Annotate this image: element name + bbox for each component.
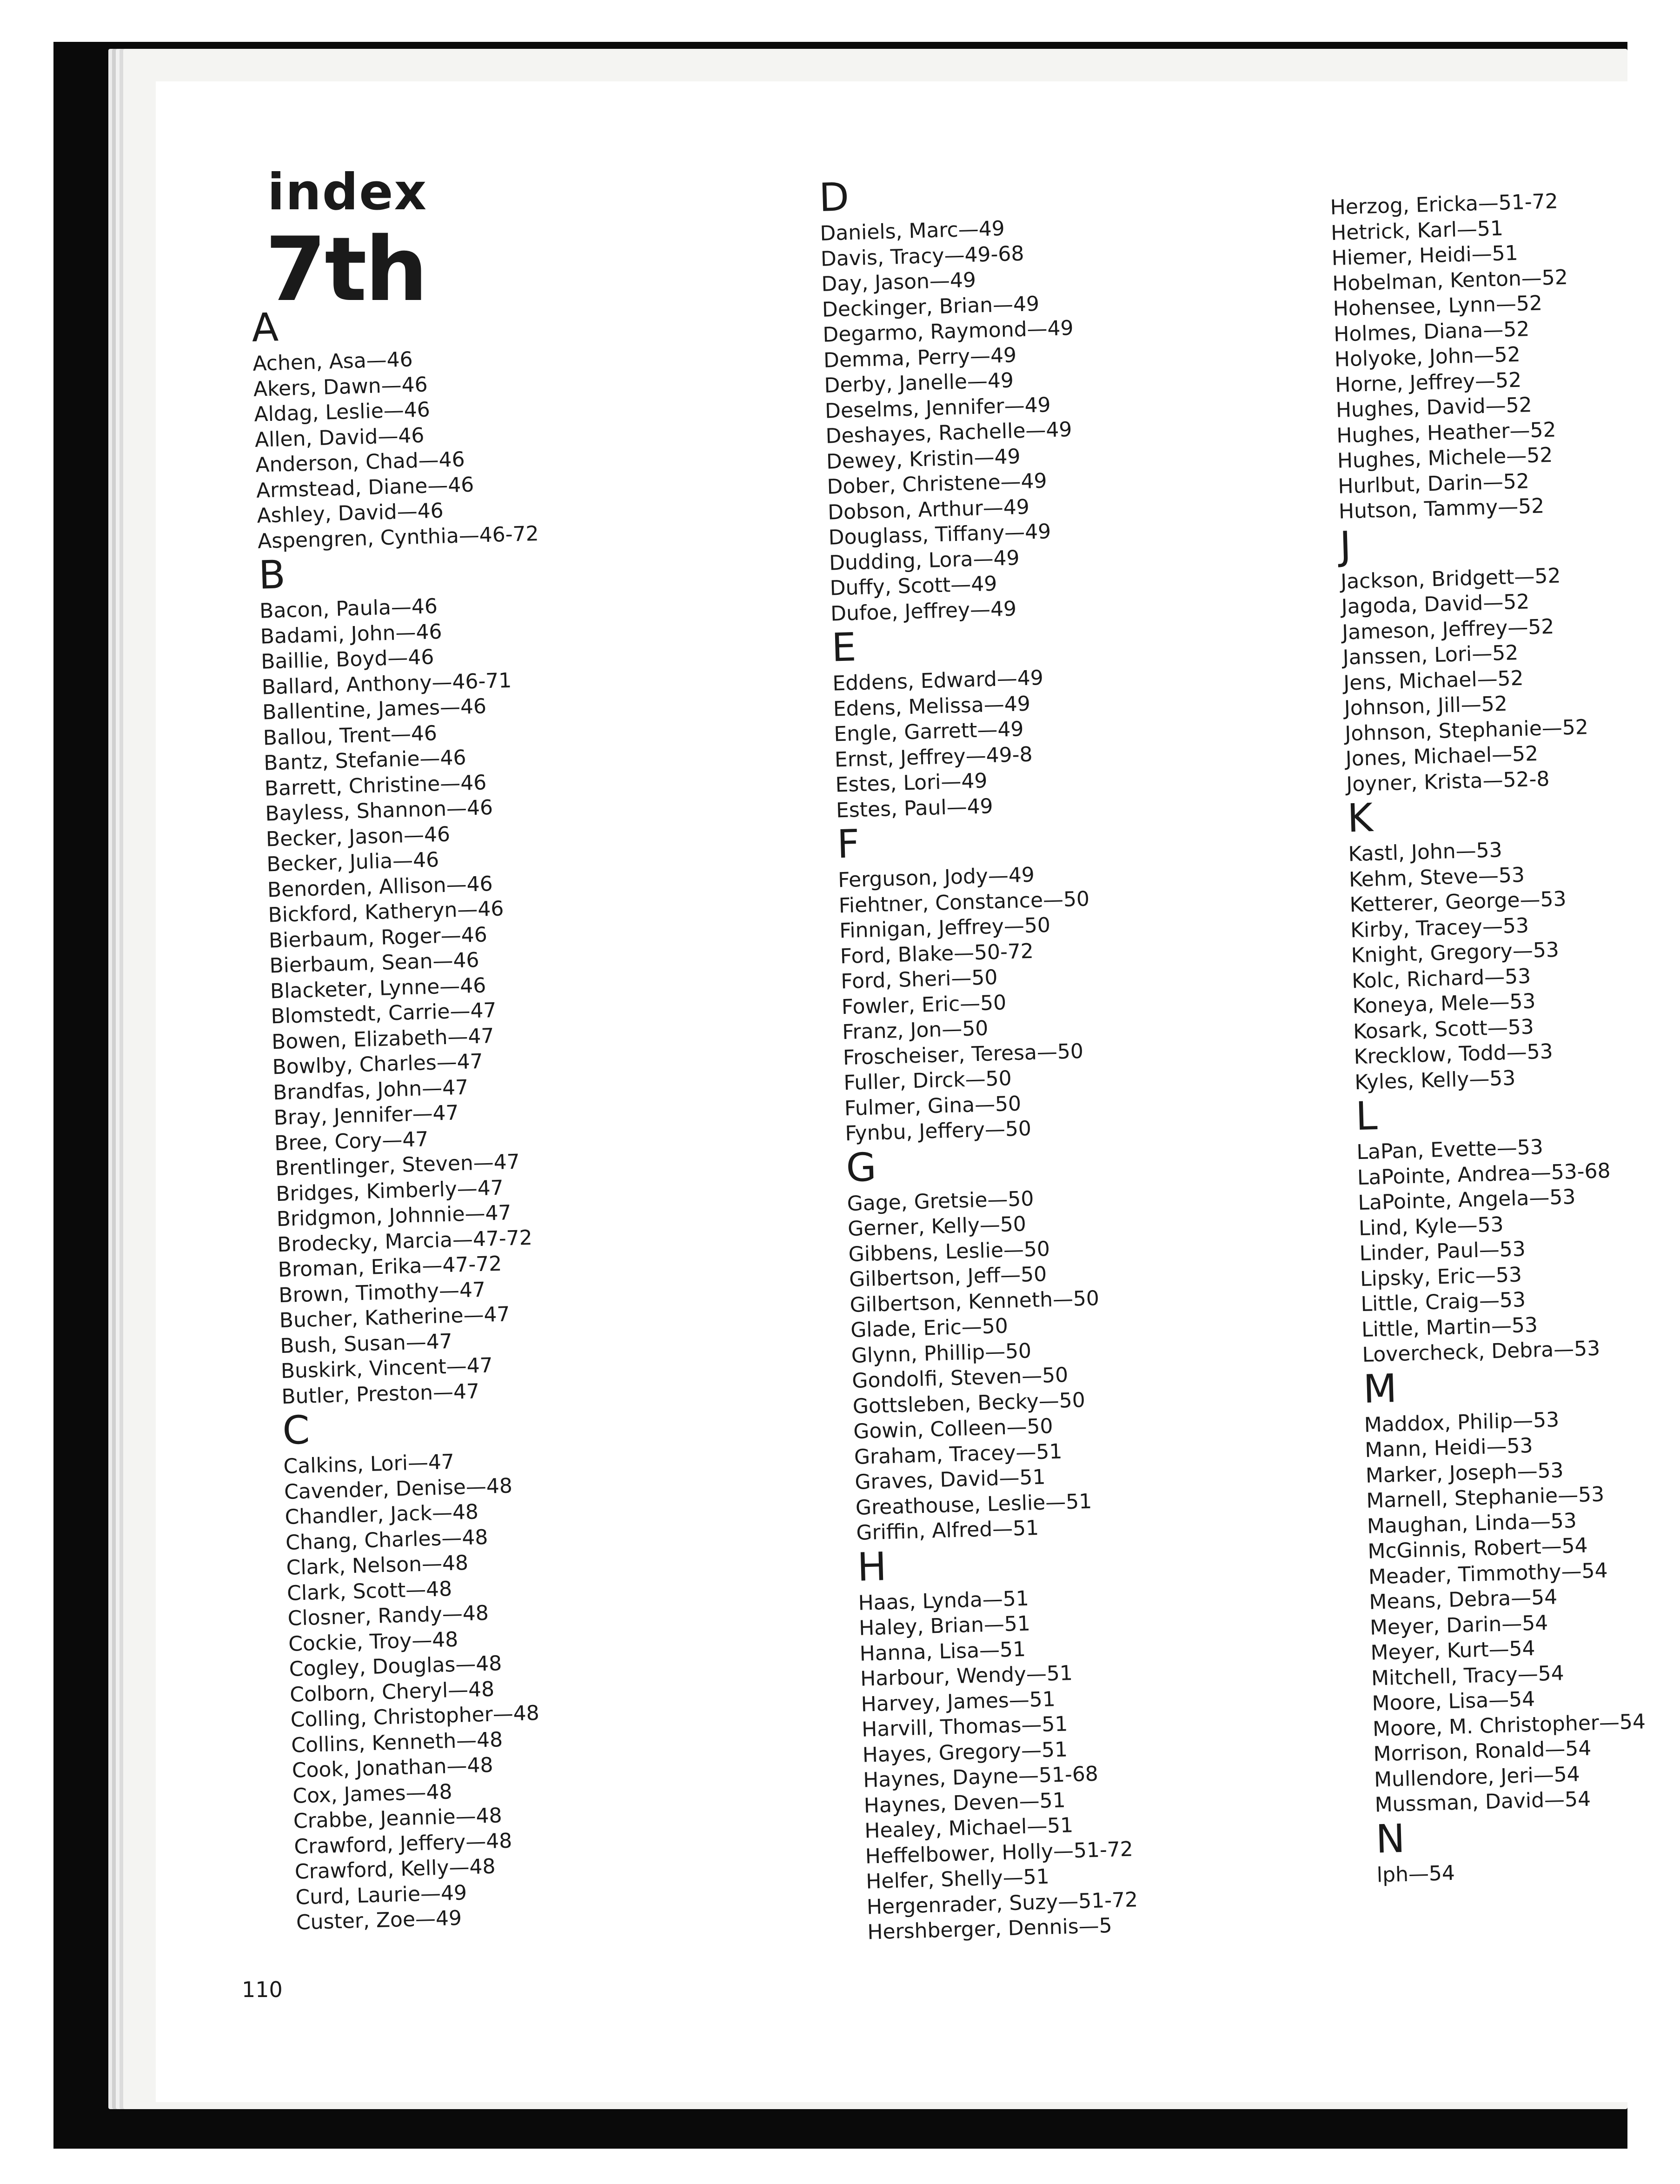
section-letter: B [258, 552, 286, 598]
index-entry: Lind, Kyle—53 [1358, 1212, 1504, 1240]
index-entry: Colborn, Cheryl—48 [289, 1677, 495, 1707]
index-entry: Little, Craig—53 [1360, 1288, 1526, 1317]
index-entry: Crawford, Jeffery—48 [293, 1829, 512, 1859]
index-entry: Hobelman, Kenton—52 [1332, 265, 1568, 296]
index-section [818, 162, 1342, 626]
index-entry: Jagoda, David—52 [1341, 590, 1530, 619]
index-title: index [267, 163, 428, 221]
index-entry: Bacon, Paula—46 [259, 594, 438, 623]
index-entry: LaPan, Evette—53 [1356, 1135, 1544, 1165]
index-entry: Finnigan, Jeffrey—50 [839, 913, 1051, 943]
index-entry: Fulmer, Gina—50 [844, 1092, 1022, 1120]
index-entry: Cogley, Douglas—48 [289, 1651, 502, 1681]
index-entry: Fiehtner, Constance—50 [838, 886, 1090, 918]
section-letter: L [1355, 1092, 1378, 1139]
index-entry: Baillie, Boyd—46 [260, 645, 435, 674]
index-entry: Hughes, Michele—52 [1337, 443, 1553, 473]
index-entry: Bierbaum, Roger—46 [268, 922, 488, 952]
index-entry: Hohensee, Lynn—52 [1333, 291, 1543, 321]
index-entry: Mann, Heidi—53 [1364, 1433, 1534, 1462]
index-entry: Healey, Michael—51 [864, 1813, 1074, 1843]
index-entry: Curd, Laurie—49 [295, 1880, 467, 1910]
index-entry: Kosark, Scott—53 [1353, 1014, 1534, 1044]
section-letter: M [1362, 1365, 1398, 1412]
index-entry: Hayes, Gregory—51 [862, 1737, 1068, 1767]
index-entry: Hutson, Tammy—52 [1338, 494, 1545, 524]
section-letter: E [830, 624, 857, 671]
index-entry: Douglass, Tiffany—49 [828, 519, 1051, 550]
index-entry: Brown, Timothy—47 [278, 1278, 486, 1307]
index-entry: Cox, James—48 [292, 1779, 453, 1808]
index-entry: Blomstedt, Carrie—47 [270, 998, 497, 1029]
section-letter: G [845, 1144, 877, 1191]
index-entry: Derby, Janelle—49 [823, 368, 1014, 398]
index-entry: Dober, Christene—49 [826, 469, 1048, 499]
index-entry: Johnson, Jill—52 [1344, 692, 1508, 720]
index-entry: Gondolfi, Steven—50 [851, 1363, 1069, 1393]
index-entry: Hergenrader, Suzy—51-72 [866, 1887, 1138, 1919]
index-section [1362, 1359, 1680, 1818]
index-entry: Maddox, Philip—53 [1364, 1407, 1560, 1437]
index-entry: Bridges, Kimberly—47 [275, 1176, 504, 1206]
index-entry: Anderson, Chad—46 [255, 447, 465, 477]
index-entry: Brodecky, Marcia—47-72 [277, 1225, 533, 1257]
index-entry: Moore, M. Christopher—54 [1372, 1709, 1646, 1741]
index-entry: Krecklow, Todd—53 [1354, 1039, 1554, 1069]
index-entry: Blacketer, Lynne—46 [270, 973, 486, 1003]
index-entry: Harbour, Wendy—51 [860, 1661, 1073, 1691]
index-entry: Ballard, Anthony—46-71 [261, 668, 512, 699]
index-entry: Moore, Lisa—54 [1371, 1687, 1535, 1716]
index-entry: Holmes, Diana—52 [1333, 317, 1530, 346]
index-entry: Collins, Kenneth—48 [291, 1727, 503, 1758]
index-entry: Custer, Zoe—49 [296, 1906, 462, 1935]
index-entry: Becker, Julia—46 [266, 848, 439, 877]
index-entry: Achen, Asa—46 [252, 347, 413, 376]
index-entry: Demma, Perry—49 [823, 343, 1017, 373]
index-entry: Holyoke, John—52 [1334, 342, 1521, 372]
index-entry: Harvill, Thomas—51 [861, 1712, 1069, 1742]
index-section [1355, 1086, 1680, 1368]
index-entry: Daniels, Marc—49 [819, 216, 1005, 246]
index-entry: Bree, Cory—47 [274, 1127, 429, 1155]
index-entry: Meader, Timmothy—54 [1368, 1558, 1608, 1589]
index-entry: Barrett, Christine—46 [264, 770, 487, 801]
index-entry: Armstead, Diane—46 [256, 473, 474, 503]
index-entry: Haley, Brian—51 [858, 1611, 1031, 1640]
index-entry: Glynn, Phillip—50 [851, 1338, 1032, 1368]
index-entry: Gowin, Colleen—50 [853, 1414, 1054, 1444]
index-entry: Kastl, John—53 [1348, 838, 1503, 866]
index-entry: Joyner, Krista—52-8 [1346, 766, 1550, 796]
index-entry: Glade, Eric—50 [850, 1314, 1009, 1343]
index-entry: Little, Martin—53 [1361, 1312, 1538, 1342]
index-entry: Deshayes, Rachelle—49 [825, 417, 1073, 448]
index-entry: Dewey, Kristin—49 [826, 444, 1021, 474]
index-entry: Haynes, Dayne—51-68 [863, 1762, 1099, 1792]
index-entry: Bray, Jennifer—47 [273, 1101, 459, 1130]
index-entry: Duffy, Scott—49 [830, 572, 997, 600]
index-section [837, 809, 1357, 1147]
index-entry: Hershberger, Dennis—5 [867, 1913, 1113, 1944]
index-entry: Dudding, Lora—49 [829, 546, 1020, 575]
index-entry: Edens, Melissa—49 [833, 692, 1031, 721]
index-section [282, 1395, 822, 1936]
index-entry: Linder, Paul—53 [1359, 1237, 1526, 1266]
index-entry: Ashley, David—46 [256, 499, 444, 528]
index-entry: Chandler, Jack—48 [284, 1500, 479, 1529]
index-entry: Mitchell, Tracy—54 [1371, 1661, 1565, 1691]
page-number: 110 [242, 1977, 283, 2002]
index-entry: Fynbu, Jeffery—50 [844, 1117, 1032, 1146]
index-entry: Hurlbut, Darin—52 [1337, 469, 1530, 499]
index-entry: Griffin, Alfred—51 [856, 1516, 1039, 1545]
index-entry: Gibbens, Leslie—50 [848, 1237, 1050, 1266]
index-entry: Mussman, David—54 [1374, 1787, 1591, 1817]
index-entry: Marker, Joseph—53 [1365, 1458, 1564, 1488]
index-entry: Graham, Tracey—51 [854, 1439, 1063, 1469]
index-entry: Ferguson, Jody—49 [837, 863, 1035, 892]
index-entry: Bickford, Katheryn—46 [267, 897, 505, 927]
index-entry: LaPointe, Angela—53 [1357, 1185, 1576, 1215]
index-entry: Deselms, Jennifer—49 [824, 393, 1051, 423]
index-entry: Ford, Blake—50-72 [840, 939, 1034, 968]
index-entry: Gottsleben, Becky—50 [852, 1388, 1086, 1418]
index-section [1347, 788, 1680, 1095]
section-letter: C [282, 1407, 311, 1454]
index-entry: Ballentine, James—46 [262, 694, 487, 725]
index-entry: Jones, Michael—52 [1345, 741, 1539, 771]
index-entry: Badami, John—46 [260, 619, 443, 649]
index-section [258, 539, 807, 1410]
index-entry: Aspengren, Cynthia—46-72 [257, 521, 539, 553]
index-entry: Froscheiser, Teresa—50 [843, 1039, 1084, 1070]
index-entry: Broman, Erika—47-72 [278, 1252, 502, 1282]
index-entry: Jens, Michael—52 [1343, 666, 1524, 695]
section-letter: J [1339, 522, 1352, 569]
index-entry: Knight, Gregory—53 [1350, 938, 1560, 968]
index-entry: Lipsky, Eric—53 [1360, 1262, 1522, 1291]
index-entry: Hanna, Lisa—51 [859, 1637, 1026, 1666]
grade-heading: 7th [265, 218, 426, 321]
index-entry: Colling, Christopher—48 [290, 1701, 540, 1732]
index-entry: Hetrick, Karl—51 [1330, 216, 1504, 245]
index-entry: Means, Debra—54 [1368, 1585, 1558, 1614]
index-entry: Meyer, Darin—54 [1369, 1611, 1548, 1640]
index-entry: Hughes, Heather—52 [1336, 418, 1557, 448]
index-entry: Bowen, Elizabeth—47 [271, 1024, 495, 1054]
index-entry: Heffelbower, Holly—51-72 [865, 1837, 1134, 1869]
index-entry: Buskirk, Vincent—47 [280, 1353, 493, 1384]
index-entry: Horne, Jeffrey—52 [1335, 368, 1522, 397]
index-entry: Clark, Nelson—48 [286, 1551, 469, 1580]
index-entry: Butler, Preston—47 [281, 1379, 480, 1409]
section-letter: F [836, 821, 860, 867]
index-entry: Bridgmon, Johnnie—47 [276, 1201, 512, 1232]
index-entry: Bantz, Stefanie—46 [263, 746, 467, 775]
index-entry: Bowlby, Charles—47 [272, 1049, 484, 1079]
index-entry: Jackson, Bridgett—52 [1340, 563, 1561, 594]
index-section [1330, 186, 1665, 525]
index-entry: Crawford, Kelly—48 [294, 1854, 496, 1884]
index-entry: Crabbe, Jeannie—48 [293, 1804, 503, 1833]
index-entry: Gerner, Kelly—50 [847, 1212, 1027, 1241]
index-entry: Benorden, Allison—46 [267, 872, 493, 902]
index-entry: Ketterer, George—53 [1349, 887, 1567, 917]
index-entry: Jameson, Jeffrey—52 [1341, 614, 1554, 645]
index-entry: Kehm, Steve—53 [1348, 863, 1525, 892]
index-entry: Davis, Tracy—49-68 [820, 241, 1025, 271]
index-entry: Deckinger, Brian—49 [822, 292, 1040, 322]
index-entry: Haynes, Deven—51 [863, 1788, 1066, 1818]
index-entry: Clark, Scott—48 [286, 1577, 452, 1605]
index-entry: Helfer, Shelly—51 [865, 1864, 1050, 1894]
section-letter: D [818, 174, 850, 220]
index-entry: Degarmo, Raymond—49 [822, 316, 1074, 347]
index-entry: Ford, Sheri—50 [840, 965, 998, 994]
index-section [1375, 1809, 1680, 1888]
section-letter: K [1347, 794, 1374, 841]
index-entry: Gilbertson, Jeff—50 [849, 1262, 1047, 1292]
index-entry: Johnson, Stephanie—52 [1344, 715, 1589, 746]
index-entry: Closner, Randy—48 [287, 1601, 489, 1631]
index-entry: Bush, Susan—47 [279, 1329, 453, 1358]
section-letter: N [1375, 1815, 1406, 1862]
scan-border-bottom [53, 2107, 1627, 2149]
index-entry: Greathouse, Leslie—51 [855, 1489, 1092, 1520]
index-entry: Cockie, Troy—48 [288, 1627, 458, 1656]
index-entry: Graves, David—51 [854, 1465, 1046, 1494]
index-entry: Dobson, Arthur—49 [827, 495, 1030, 525]
index-entry: Chang, Charles—48 [285, 1525, 488, 1555]
index-entry: Gage, Gretsie—50 [846, 1186, 1035, 1216]
index-entry: Calkins, Lori—47 [283, 1450, 455, 1479]
index-entry: Bayless, Shannon—46 [265, 795, 493, 826]
index-entry: Maughan, Linda—53 [1367, 1508, 1577, 1538]
index-entry: Akers, Dawn—46 [253, 372, 428, 401]
index-entry: Morrison, Ronald—54 [1373, 1736, 1592, 1766]
index-entry: Aldag, Leslie—46 [253, 398, 431, 426]
index-section [845, 1132, 1368, 1546]
index-entry: Ballou, Trent—46 [263, 721, 438, 750]
index-entry: Meyer, Kurt—54 [1370, 1636, 1536, 1665]
index-entry: Cavender, Denise—48 [284, 1473, 513, 1504]
index-entry: Harvey, James—51 [861, 1687, 1056, 1717]
index-section [857, 1532, 1379, 1945]
index-entry: Dufoe, Jeffrey—49 [830, 596, 1017, 626]
index-entry: Mullendore, Jeri—54 [1374, 1762, 1580, 1792]
index-entry: LaPointe, Andrea—53-68 [1357, 1159, 1611, 1190]
index-column-1 [251, 292, 822, 1936]
index-entry: Brentlinger, Steven—47 [275, 1150, 520, 1181]
index-entry: Becker, Jason—46 [266, 822, 451, 852]
index-entry: Estes, Paul—49 [836, 794, 994, 822]
index-entry: Hiemer, Heidi—51 [1331, 241, 1519, 270]
index-entry: Bucher, Katherine—47 [279, 1302, 511, 1333]
index-entry: Kyles, Kelly—53 [1354, 1066, 1516, 1094]
index-entry: Franz, Jon—50 [842, 1016, 989, 1045]
index-entry: Janssen, Lori—52 [1342, 641, 1519, 670]
index-entry: Haas, Lynda—51 [857, 1586, 1029, 1615]
section-letter: A [251, 304, 279, 351]
section-letter: H [857, 1543, 888, 1590]
index-entry: Gilbertson, Kenneth—50 [850, 1286, 1100, 1317]
index-section [251, 292, 783, 554]
index-entry: Fuller, Dirck—50 [843, 1066, 1012, 1095]
index-entry: McGinnis, Robert—54 [1367, 1533, 1588, 1564]
index-column-3 [1330, 186, 1680, 1888]
index-entry: Engle, Garrett—49 [833, 717, 1024, 746]
index-entry: Bierbaum, Sean—46 [269, 948, 480, 978]
index-entry: Kirby, Tracey—53 [1350, 913, 1529, 942]
index-entry: Estes, Lori—49 [835, 769, 988, 797]
index-entry: Eddens, Edward—49 [832, 666, 1044, 696]
index-section [831, 613, 1348, 824]
index-entry: Herzog, Ericka—51-72 [1330, 189, 1559, 220]
index-section [1339, 516, 1672, 798]
index-entry: Fowler, Eric—50 [841, 990, 1007, 1019]
index-entry: Allen, David—46 [254, 423, 425, 452]
index-entry: lph—54 [1376, 1861, 1455, 1887]
index-entry: Lovercheck, Debra—53 [1361, 1336, 1600, 1367]
index-entry: Koneya, Mele—53 [1352, 989, 1536, 1019]
index-column-2 [818, 162, 1379, 1945]
index-entry: Ernst, Jeffrey—49-8 [834, 742, 1033, 772]
index-entry: Marnell, Stephanie—53 [1366, 1482, 1605, 1513]
index-entry: Brandfas, John—47 [272, 1075, 469, 1105]
index-entry: Kolc, Richard—53 [1351, 964, 1531, 993]
index-entry: Hughes, David—52 [1335, 393, 1533, 422]
index-entry: Cook, Jonathan—48 [292, 1753, 494, 1783]
index-entry: Day, Jason—49 [821, 268, 976, 296]
